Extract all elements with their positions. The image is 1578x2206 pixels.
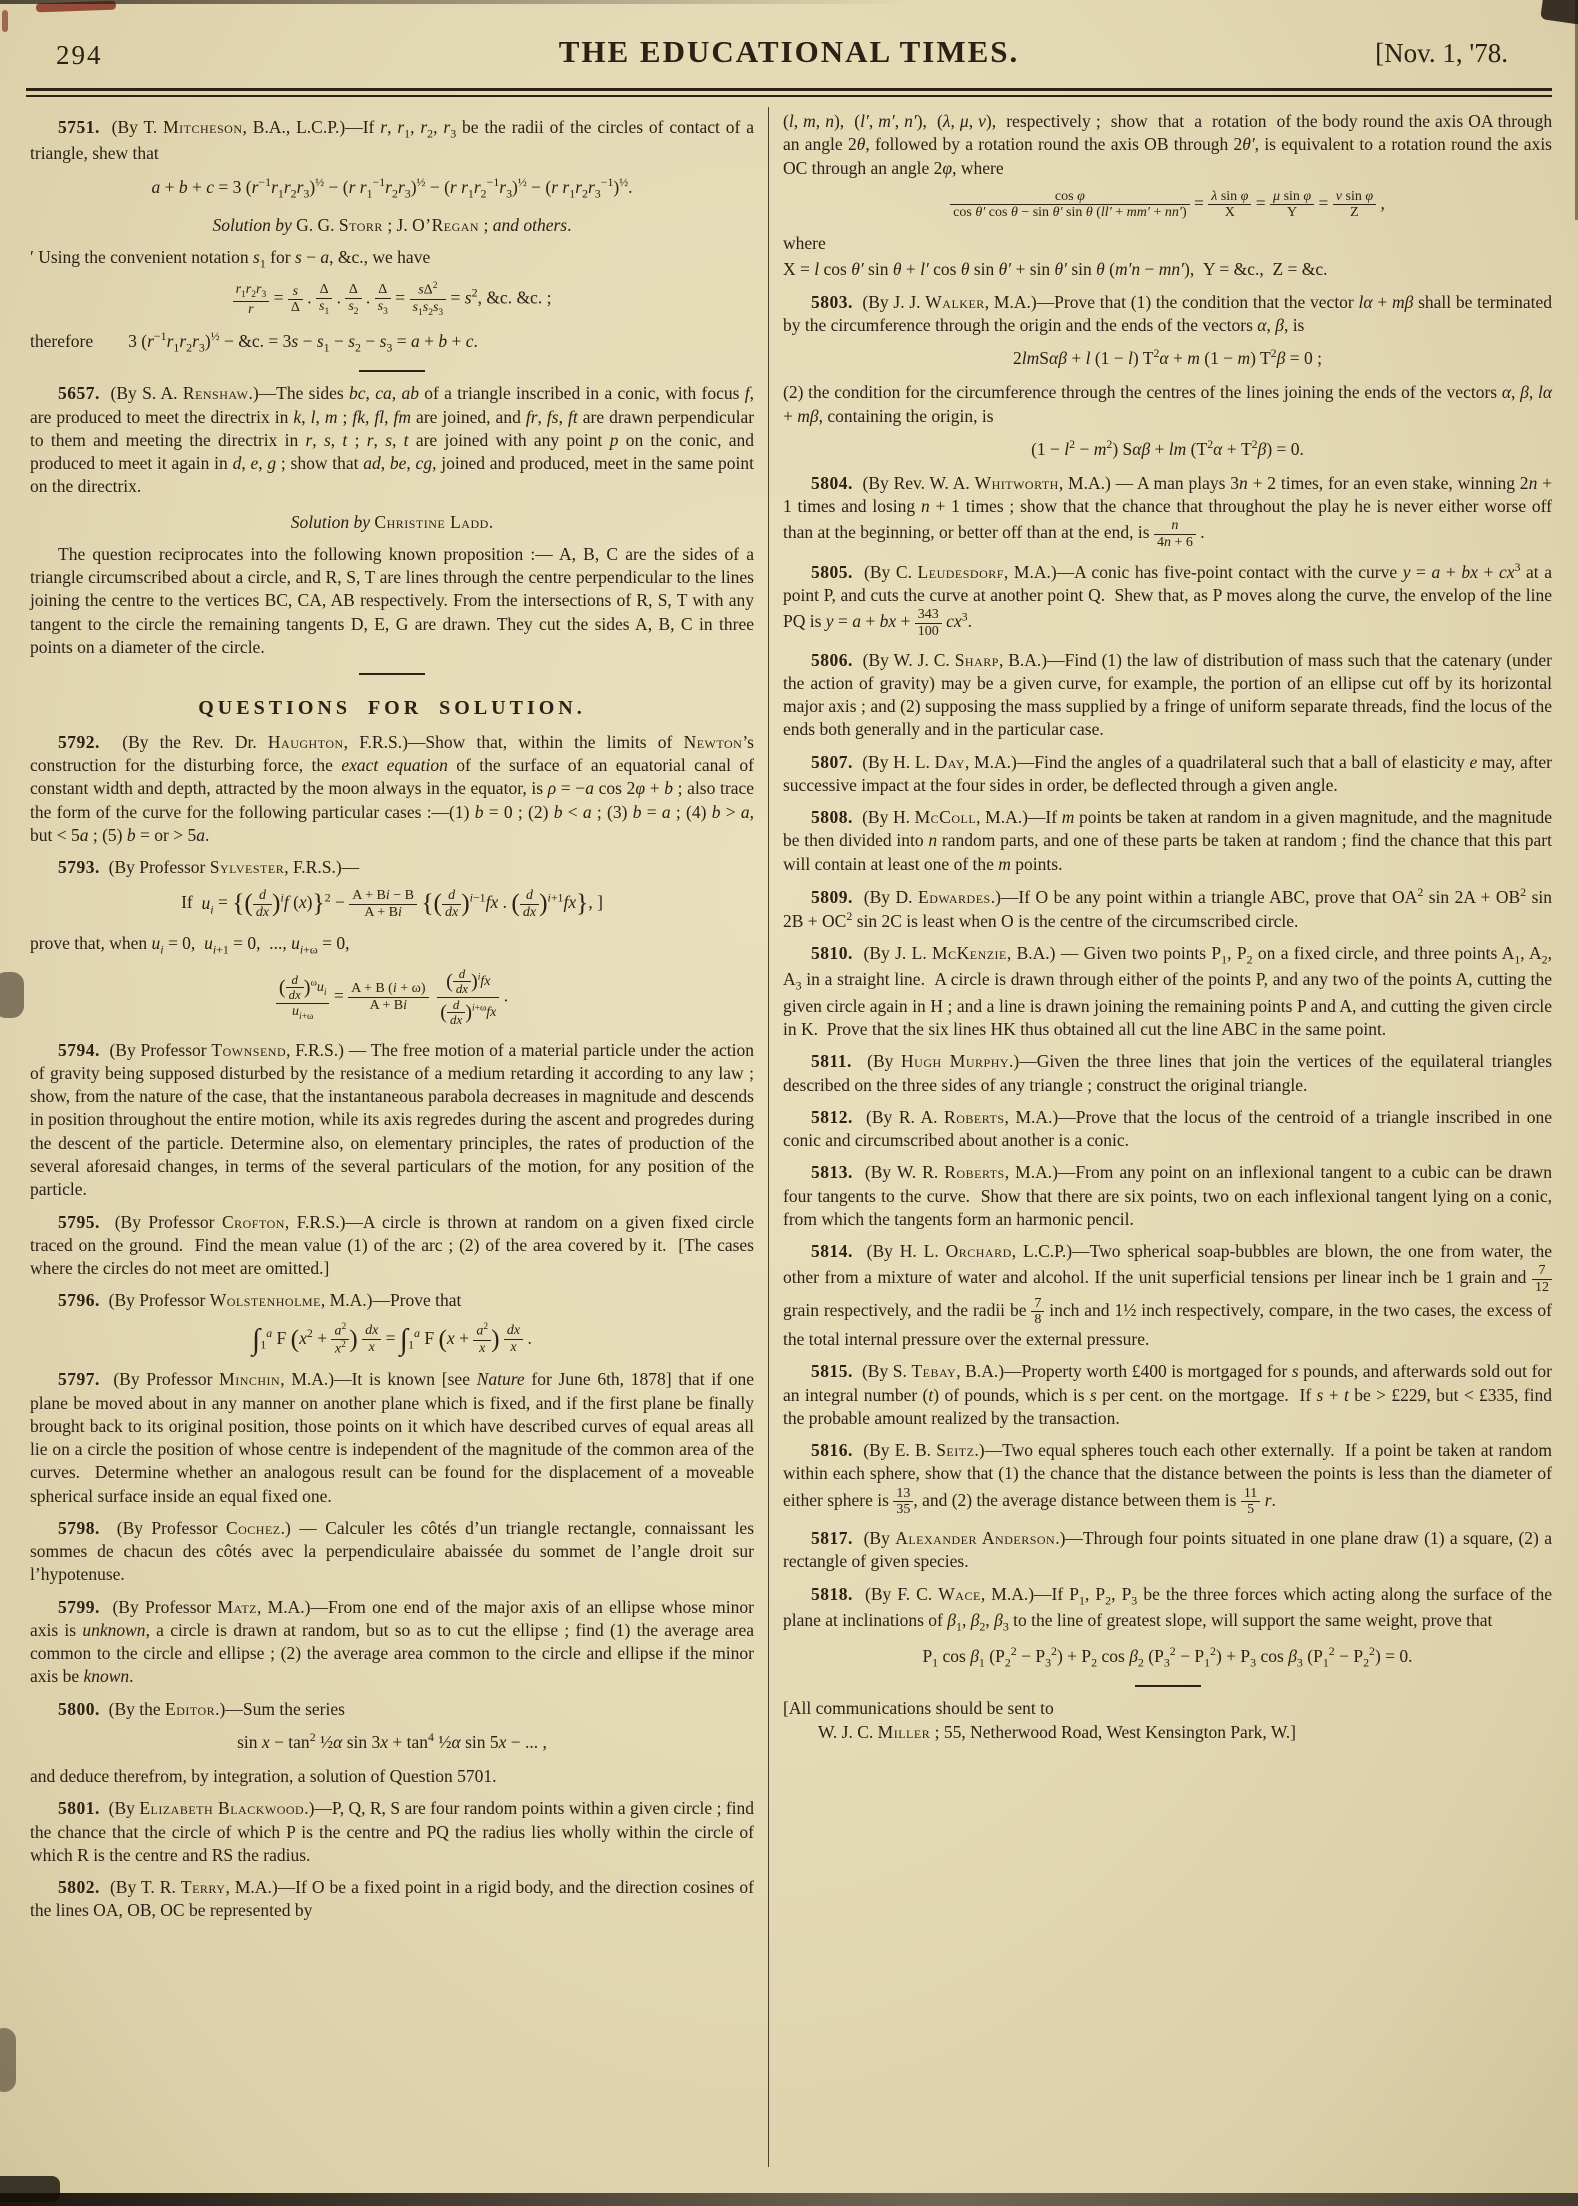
eq-5802-where: where [783,233,826,254]
solution-5751-text: ′ Using the convenient notation $s_1$ for s − a, &c., we have [30,247,431,271]
problem-5751-intro: 5751. (By T. Mitcheson, B.A., L.C.P.)—If r, $r_1$, $r_2$, $r_3$ be the radii of the circles of contact of a triangle, shew that [30,117,755,164]
separator-1 [359,370,425,372]
problem-5796: 5796. (By Professor Wolstenholme, M.A.)—Prove that [58,1290,462,1311]
eq-5751-statement: a + b + c = 3 $(r^{-1}r_1r_2r_3)^{\frac{1}{2}} - (r$ $r_1^{-1}r_2r_3)^{\frac{1}{2}} - (r$ $r_1r_2^{-1}r_3)^{\frac{1}{2}} - (r$ $r_1r_2r_3^{-1})^{\frac{1}{2}}$. [151,174,633,200]
problem-5803-part2: (2) the condition for the circumference through the centres of the lines joining the ends of the vectors α, β, lα + mβ, containing the origin, is [783,382,1552,426]
problem-5813: 5813. (By W. R. Roberts, M.A.)—From any point on an inflexional tangent to a cubic can be drawn four tangents to the curve. Show that there are six points, two on each inflexional tangent lying on a conic, from which the tangents form an harmonic pencil. [783,1162,1552,1229]
content-columns [0,97,1578,2167]
problem-5808: 5808. (By H. McColl, M.A.)—If m points be taken at random in a given magnitude, and the magnitude be then divided into n random parts, and one of these parts be taken at random ; find the chance that this part will contain at least one of the m points. [783,807,1552,874]
header-double-rule [26,88,1552,97]
page-number: 294 [56,40,103,70]
eq-5802-1: $\frac{\text{cos φ}}{\text{cos θ′ cos θ − sin θ′ sin θ (ll′ + mm′ + nn′)}}$ = $\frac{\text{λ sin φ}}{X}$ = $\frac{\text{μ sin φ}}{Y}$ = $\frac{\text{ν sin φ}}{Z}$ , [789,189,1546,221]
problem-5807: 5807. (By H. L. Day, M.A.)—Find the angles of a quadrilateral such that a ball of elasticity e may, after successive impact at the four sides in order, be deflected through a given angle. [783,751,1553,795]
eq-5796: $\int_1^a$ F ($x^2$ + $\frac{a^2}{x^2}$ ) $\frac{dx}{x}$ = $\int_1^a$ F (x + $\frac{a^2}{x}$ ) $\frac{dx}{x}$ . [252,1321,532,1357]
problem-5798: 5798. (By Professor Cochez.) — Calculer les côtés d’un triangle rectangle, connaissant les sommes de chacun des côtés avec la perpendiculaire abaissée du sommet de l’angle droit sur l’hypotenuse. [30,1517,755,1585]
problem-5806: 5806. (By W. J. C. Sharp, B.A.)—Find (1) the law of distribution of mass such that the catenary (under the action of gravity) may be a given curve, for example, the portion of an ellipse cut off by its horizontal major axis ; and (2) supposing the mass supplied by a fringe of uniform separate threads, find the locus of the ends both generally and in the particular case. [783,649,1552,740]
page-date: [Nov. 1, '78. [1375,38,1508,68]
eq-5818: $P_1$ $\cos \beta_1$ $(P_2^2 - P_3^2) + P_2$ $\cos \beta_2$ $(P_3^2 - P_1^2) + P_3$ $\cos \beta_3$ $(P_1^2 - P_2^2) = 0$. [922,1644,1413,1670]
problem-5804: 5804. (By Rev. W. A. Whitworth, M.A.) — A man plays 3n + 2 times, for an even stake, winning 2n + 1 times and losing n + 1 times ; show that the chance that throughout the play he is never either worse off than at the beginning, or better off than at the end, is $\frac{n}{4n + 6}$ . [783,472,1553,551]
problem-5801: 5801. (By Elizabeth Blackwood.)—P, Q, R, S are four random points within a given circle ; find the chance that the circle of which P is the centre and PQ the radius lies wholly within the circle of which R is the centre and RS the radius. [30,1798,755,1865]
problem-5812: 5812. (By R. A. Roberts, M.A.)—Prove that the locus of the centroid of a triangle inscribed in one conic and circumscribed about another is a conic. [783,1106,1552,1151]
problem-5797: 5797. (By Professor Minchin, M.A.)—It is known [see Nature for June 6th, 1878] that if one plane be moved about in any manner on another plane which is fixed, and if the first plane be finally brought back to its original position, those points on it which have described curves of equal areas all lie on a circle the position of whose centre is independent of the magnitude of the common area of the curves. Determine whether an analogous result can be found for the displacement of a moveable spherical surface inside an equal fixed one. [30,1369,755,1506]
eq-5802-2: X = l cos θ′ sin θ + l′ cos θ sin θ′ + sin θ′ sin θ (m′n − mn′), Y = &c., Z = &c. [783,259,1328,280]
eq-5803-1: 2lmSαβ + l (1 − l) $T^2\alpha + m$ (1 − m) $T^2\beta = 0$ ; [1013,346,1322,369]
page-title: THE EDUCATIONAL TIMES. [558,34,1020,69]
problem-5802-continued: (l, m, n), (l′, m′, n′), (λ, μ, ν), respectively ; show that a rotation of the body round the axis OA through an angle 2θ, followed by a rotation round the axis OB through 2θ′, is equivalent to a rotation round the axis OC through an angle 2φ, where [783,111,1553,178]
scan-mark-bottom-left-corner [0,2176,60,2202]
communications-note: [All communications should be sent to W. J. C. Miller ; 55, Netherwood Road, West Kensington Park, W.] [783,1698,1296,1742]
left-column [30,107,754,1926]
problem-5814: 5814. (By H. L. Orchard, L.C.P.)—Two spherical soap-bubbles are blown, the one from water, the other from a mixture of water and alcohol. If the unit superficial tensions per linear inch be 1 grain and $\frac{7}{12}$ grain respectively, and the radii be $\frac{7}{8}$ inch and 1½ inch respectively, compare, in the two cases, the excess of the total internal pressure over the external pressure. [783,1241,1552,1350]
problem-5817: 5817. (By Alexander Anderson.)—Through four points situated in one plane draw (1) a square, (2) a rectangle of given species. [783,1528,1552,1572]
problem-5811: 5811. (By Hugh Murphy.)—Given the three lines that join the vertices of the equilateral triangles described on the three sides of any triangle ; construct the original triangle. [783,1051,1553,1095]
solution-5657-byline: Solution by Christine Ladd. [290,511,494,532]
eq-5793-2: ( $\frac{d}{dx}$ )$^\omega u_i$ $u_{i+\omega}$ = $\frac{A + B (i + \omega)}{A + Bi}$ ( $\frac{d}{dx}$ )$^i$fx ( $\frac{d}{dx}$ )$^{i+\omega}$fx . [36,967,748,1028]
problem-5792: 5792. (By the Rev. Dr. Haughton, F.R.S.)—Show that, within the limits of Newton’s construction for the disturbing force, the exact equation of the surface of an equatorial canal of constant width and depth, attracted by the moon always in the equator, is ρ = −a cos 2φ + b ; also trace the form of the curve for the following particular cases :—(1) b = 0 ; (2) b < a ; (3) b = a ; (4) b > a, but < 5a ; (5) b = or > 5a. [30,731,755,845]
questions-for-solution-heading: QUESTIONS FOR SOLUTION. [198,697,586,720]
problem-5809: 5809. (By D. Edwardes.)—If O be any point within a triangle ABC, prove that $OA^2$ $\sin 2A + OB^2$ $\sin 2B + OC^2$ sin 2C is least when O is the centre of the circumscribed circle. [783,884,1552,931]
eq-5751-therefore: therefore 3 $(r^{-1}r_1r_2r_3)^{\frac{1}{2}}$ − &c. = $3s - s_1 - s_2 - s_3 = a + b + c$. [30,329,478,355]
solution-5657-text: The question reciprocates into the following known proposition :— A, B, C are the sides of a triangle circumscribed about a circle, and R, S, T are lines through the centre perpendicular to the lines joining the centre to the vertices BC, CA, AB respectively. From the intersections of R, S, T with any tangent to the circle the remaining tangents D, E, G are drawn. They cut the sides A, B, C in three points on a diameter of the circle. [30,543,754,657]
problem-5802-start: 5802. (By T. R. Terry, M.A.)—If O be a fixed point in a rigid body, and the direction cosines of the lines OA, OB, OC be represented by [30,1877,754,1921]
eq-5793-prove: prove that, when $u_i = 0$, $u_{i+1} = 0$, ..., $u_{i+\omega} = 0$, [30,932,350,957]
scan-edge-bottom [0,2193,1578,2206]
problem-5800: 5800. (By the Editor.)—Sum the series [58,1698,345,1719]
eq-5793-1: If $u_i$ = {( $\frac{d}{dx}$ )$^i$f (x)}$^2$ − $\frac{A + Bi - B}{A + Bi}$ {( $\frac{d}{dx}$ )$^{i-1}$fx . ( $\frac{d}{dx}$ )$^{i+1}$fx}, ] [181,888,603,921]
separator-2 [359,673,425,675]
problem-5794: 5794. (By Professor Townsend, F.R.S.) — The free motion of a material particle under the action of gravity being supposed disturbed by the resistance of a medium retarding it according to any law ; show, from the nature of the case, that the instantaneous parabola decreases in magnitude and descends in position throughout the entire motion, while its axis regredes during the ascent and progredes during the descent of the particle. Determine also, on elementary principles, the rates of production of the several aforesaid changes, in terms of the several particulars of the motion, for any position of the particle. [30,1039,755,1200]
problem-5810: 5810. (By J. L. McKenzie, B.A.) — Given two points $P_1$, $P_2$ on a fixed circle, and three points $A_1$, $A_2$, $A_3$ in a straight line. A circle is drawn through either of the points P, and any two of the points A, cutting the given circle again in H ; and a line is drawn joining the remaining points P and A, and cutting the given circle in K. Prove that the six lines HK thus obtained all cut the line ABC in the same point. [783,943,1552,1039]
separator-3 [1135,1685,1201,1687]
eq-5800: $\sin x - \tan^2$ ½α $\sin 3x + \tan^4$ ½α sin 5x − ... , [237,1729,547,1752]
problem-5818: 5818. (By F. C. Wace, M.A.)—If $P_1$, $P_2$, $P_3$ be the three forces which acting along the surface of the plane at inclinations of $\beta_1$, $\beta_2$, $\beta_3$ to the line of greatest slope, will support the same weight, prove that [783,1583,1552,1634]
problem-5815: 5815. (By S. Tebay, B.A.)—Property worth £400 is mortgaged for s pounds, and afterwards sold out for an integral number (t) of pounds, which is s per cent. on the mortgage. If s + t be > £229, but < £335, find the probable amount realized by the transaction. [783,1361,1552,1428]
problem-5795: 5795. (By Professor Crofton, F.R.S.)—A circle is thrown at random on a given fixed circle traced on the ground. Find the mean value (1) of the arc ; (2) of the area covered by it. [The cases where the circles do not meet are omitted.] [30,1211,754,1279]
problem-5793-intro: 5793. (By Professor Sylvester, F.R.S.)— [58,857,360,878]
problem-5800-end: and deduce therefrom, by integration, a solution of Question 5701. [30,1766,497,1787]
solution-5751-byline: Solution by G. G. Storr ; J. O’Regan ; and others. [212,214,572,235]
eq-5751-work: $\frac{r_1r_2r_3}{r}$ = $\frac{s}{\Delta}$ . $\frac{\Delta}{s_1}$ . $\frac{\Delta}{s_2}$ . $\frac{\Delta}{s_3}$ = $\frac{s\Delta^2}{s_1s_2s_3}$ = $s^2$, &c. &c. ; [36,281,748,318]
problem-5805: 5805. (By C. Leudesdorf, M.A.)—A conic has five-point contact with the curve y = a + bx + $cx^3$ at a point P, and cuts the curve at another point Q. Shew that, as P moves along the curve, the envelop of the line PQ is y = a + bx + $\frac{343}{100}$ $cx^3$. [783,559,1553,639]
problem-5799: 5799. (By Professor Matz, M.A.)—From one end of the major axis of an ellipse whose minor axis is unknown, a circle is drawn at random, but so as to cut the ellipse ; find (1) the average area common to the circle and ellipse ; (2) the average area common to the circle and ellipse if the minor axis be known. [30,1596,754,1687]
column-divider [768,107,769,2167]
eq-5803-2: $(1 - l^2 - m^2)$ Sαβ + lm $(T^2\alpha + T^2\beta) = 0$. [1031,436,1304,459]
page-header [0,0,1578,88]
problem-5657: 5657. (By S. A. Renshaw.)—The sides bc, ca, ab of a triangle inscribed in a conic, with focus f, are produced to meet the directrix in k, l, m ; fk, fl, fm are joined, and fr, fs, ft are drawn perpendicular to them and meeting the directrix in r, s, t ; r, s, t are joined with any point p on the conic, and produced to meet it again in d, e, g ; show that ad, be, cg, joined and produced, meet in the same point on the directrix. [30,383,755,497]
right-column [783,107,1552,1747]
problem-5816: 5816. (By E. B. Seitz.)—Two equal spheres touch each other externally. If a point be taken at random within each sphere, show that (1) the chance that the distance between the points is less than the diameter of either sphere is $\frac{13}{35}$ , and (2) the average distance between them is $\frac{11}{5}$ r. [783,1440,1552,1518]
problem-5803: 5803. (By J. J. Walker, M.A.)—Prove that (1) the condition that the vector lα + mβ shall be terminated by the circumference through the origin and the ends of the vectors α, β, is [783,291,1552,335]
